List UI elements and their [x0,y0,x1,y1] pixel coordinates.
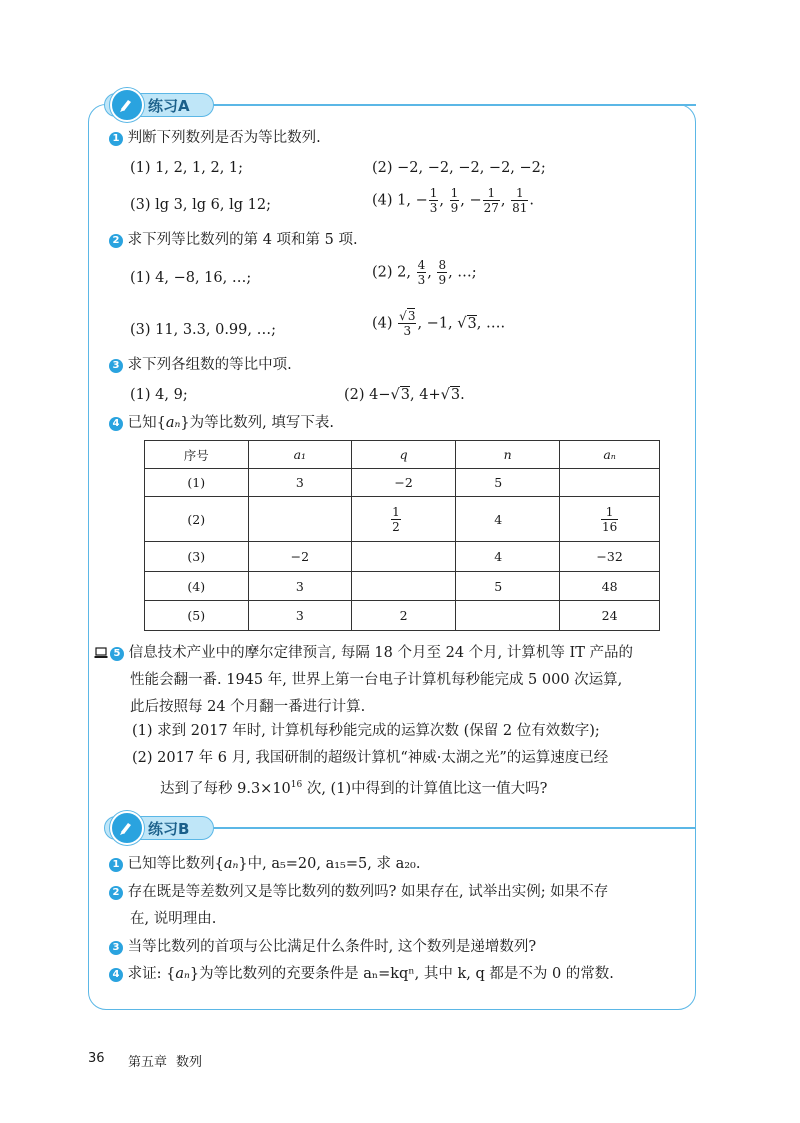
table-cell: −32 [560,542,660,572]
table-header: q [352,441,456,469]
q2-part-1: (1) 4, −8, 16, …; [130,270,252,286]
fraction: $\frac{8}{9}$ [438,258,447,287]
question-2 [109,230,358,250]
fraction: $\frac{4}{3}$ [417,258,426,287]
table-cell: 4 [456,542,560,572]
table-cell: 5 [456,469,560,497]
table-cell [352,542,456,572]
section-header-practice-a [104,93,696,117]
q1-part-3: (3) lg 3, lg 6, lg 12; [130,197,271,213]
table-cell [560,469,660,497]
question-number: 3 [109,359,123,373]
fraction: $\frac{1}{9}$ [450,186,459,215]
q5-line-2: 性能会翻一番. 1945 年, 世界上第一台电子计算机每秒能完成 5 000 次运算, [130,672,623,688]
table-header: 序号 [145,441,249,469]
page-number: 36 [88,1051,105,1066]
chapter-title: 数列 [176,1055,203,1070]
table-cell: $\frac{1}{2}$ [352,497,456,542]
table-cell: 4 [456,497,560,542]
question-3 [109,355,292,375]
section-header-practice-b [104,816,696,840]
question-number: 5 [110,647,124,661]
table-cell: −2 [352,469,456,497]
section-rule [214,104,696,106]
q2-part-4: (4) $\frac{√3}{3}$ , −1, √3, …. [372,309,506,338]
chapter-label: 第五章 [128,1055,168,1070]
table-cell: (4) [145,572,249,601]
q2-part-3: (3) 11, 3.3, 0.99, …; [130,322,276,338]
question-number: 3 [109,941,123,955]
question-stem: 求下列各组数的等比中项. [127,357,292,373]
b-question-2-cont: 在, 说明理由. [130,911,217,927]
question-number: 4 [109,968,123,982]
b-question-4: 4 求证: {aₙ}为等比数列的充要条件是 aₙ=kqⁿ, 其中 k, q 都是不为 0 的常数. [109,964,614,984]
b-question-2: 2 存在既是等差数列又是等比数列的数列吗? 如果存在, 试举出实例; 如果不存 [109,882,608,902]
table-cell: −2 [248,542,352,572]
q2-part-2: (2) 2, $\frac{4}{3}$ , $\frac{8}{9}$ , …; [372,258,477,287]
section-title: 练习B [148,820,190,838]
section-title: 练习A [148,97,190,115]
q1-part-1: (1) 1, 2, 1, 2, 1; [130,160,244,176]
table-cell [456,601,560,631]
table-header: a₁ [248,441,352,469]
question-1 [109,128,321,148]
table-cell: (1) [145,469,249,497]
q5-sub-2: (2) 2017 年 6 月, 我国研制的超级计算机“神威·太湖之光”的运算速度已经 [132,750,609,766]
table-cell: (5) [145,601,249,631]
q3-part-1: (1) 4, 9; [130,387,188,403]
section-rule [214,827,696,829]
question-5: 5 信息技术产业中的摩尔定律预言, 每隔 18 个月至 24 个月, 计算机等 IT 产品的 [94,643,633,665]
pen-circle-icon [110,811,144,845]
question-number: 2 [109,886,123,900]
table-cell: (2) [145,497,249,542]
table-row [145,497,660,542]
table-header: aₙ [560,441,660,469]
question-stem: 判断下列数列是否为等比数列. [127,130,321,146]
table-header-row [145,441,660,469]
fraction: $\frac{1}{3}$ [429,186,438,215]
table-cell: (3) [145,542,249,572]
table-header: n [456,441,560,469]
table-cell: 3 [248,601,352,631]
table-cell [352,572,456,601]
table-row [145,601,660,631]
q5-sub-1: (1) 求到 2017 年时, 计算机每秒能完成的运算次数 (保留 2 位有效数字); [132,723,600,739]
q1-part-2: (2) −2, −2, −2, −2, −2; [372,160,546,176]
computer-icon [94,645,108,665]
fraction: $\frac{1}{27}$ [483,186,499,215]
b-question-1: 1 已知等比数列{aₙ}中, a₅=20, a₁₅=5, 求 a₂₀. [109,854,420,874]
question-number: 1 [109,132,123,146]
fraction: $\frac{√3}{3}$ [399,309,416,338]
q3-part-2: (2) 4−√3, 4+√3. [344,387,465,403]
q5-line-3: 此后按照每 24 个月翻一番进行计算. [130,699,366,715]
table-row [145,572,660,601]
sequence-table [144,440,660,631]
table-cell: 2 [352,601,456,631]
table-cell: 5 [456,572,560,601]
question-number: 4 [109,417,123,431]
table-cell: 3 [248,572,352,601]
table-cell [248,497,352,542]
table-cell: 48 [560,572,660,601]
pen-circle-icon [110,88,144,122]
table-cell: 3 [248,469,352,497]
table-cell: $\frac{1}{16}$ [560,497,660,542]
q1-part-4: (4) 1, − $\frac{1}{3}$ , $\frac{1}{9}$ , − $\frac{1}{27}$ , $\frac{1}{81}$ . [372,186,535,215]
question-stem: 求下列等比数列的第 4 项和第 5 项. [127,232,358,248]
fraction: $\frac{1}{81}$ [512,186,528,215]
question-number: 1 [109,858,123,872]
table-row [145,469,660,497]
table-cell: 24 [560,601,660,631]
b-question-3: 3 当等比数列的首项与公比满足什么条件时, 这个数列是递增数列? [109,937,536,957]
q5-sub-2-cont: 达到了每秒 $9.3\times 10^{16}$ 次, (1)中得到的计算值比这一值大吗? [160,780,548,797]
table-row [145,542,660,572]
question-4: 4 已知{aₙ}为等比数列, 填写下表. [109,413,334,433]
question-number: 2 [109,234,123,248]
